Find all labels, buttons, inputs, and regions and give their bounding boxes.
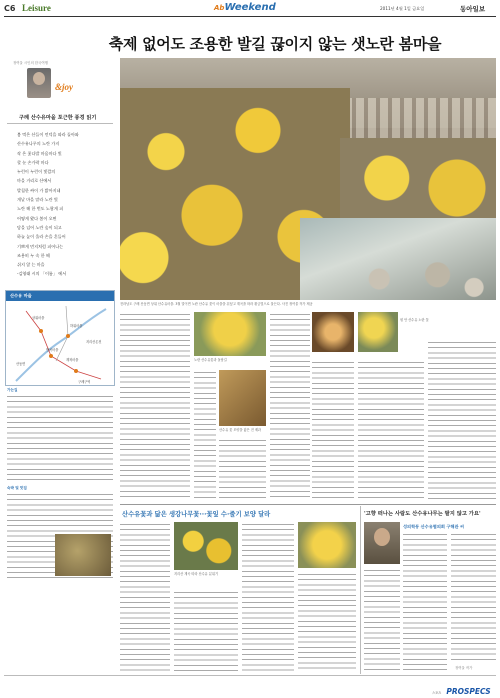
article-col-2b	[219, 438, 266, 500]
interview-photo	[364, 522, 400, 564]
inset-photo-2	[219, 370, 266, 426]
info-text	[7, 394, 113, 484]
section-1-col-4	[298, 572, 356, 672]
weekend-logo	[214, 2, 276, 13]
poem-line: 산수유나무의 노란 가지	[17, 141, 60, 147]
map-label: 하위마을	[70, 324, 83, 328]
portrait-face	[33, 72, 45, 85]
poem-line: 마을 거리로 산에서	[17, 178, 52, 184]
column-title: 구례 산수유마을 포근한 풍경 읽기	[19, 115, 97, 121]
section-1-photo	[174, 522, 238, 570]
map-pin-2	[66, 334, 70, 338]
inset-photo-1	[194, 312, 266, 356]
article-col-2-wrap	[194, 312, 266, 500]
author-portrait	[27, 68, 51, 98]
map-river	[16, 309, 106, 381]
map-pin-4	[74, 369, 78, 373]
map-label: 지리산온천	[86, 340, 102, 344]
left-column	[5, 58, 115, 626]
poem-line: 담을 넘어 노란 숲이 되고	[17, 224, 62, 230]
map-box	[5, 290, 115, 386]
left-inset-photo	[55, 534, 111, 576]
poem-line: 할 눈 손가락 마다	[17, 159, 49, 165]
poem-line: 쉬지 않 는 마을	[17, 262, 45, 268]
map-pin-1	[39, 329, 43, 333]
map-label: 구례구역	[78, 380, 91, 384]
poem-line: 어떻게 왔다 봄이 오면	[17, 215, 57, 221]
footer-rule	[4, 675, 496, 676]
inset-photo-3	[312, 312, 354, 352]
section-1-col-3	[242, 522, 294, 672]
weekend-logo-prefix: Ab	[214, 4, 225, 12]
info-title-2: 숙박 및 맛집	[7, 486, 27, 490]
inset-photo-4	[358, 312, 398, 352]
photo-rocks	[350, 258, 496, 300]
header	[0, 0, 500, 20]
brand-logo	[432, 679, 491, 696]
section-1-col-1	[120, 522, 170, 672]
column-badge: &joy	[55, 82, 73, 92]
map-title: 산수유 마을	[10, 293, 32, 298]
map-label: 산동면	[16, 362, 26, 366]
section-1-photo-2	[298, 522, 356, 568]
weekend-logo-word: Weekend	[224, 2, 276, 13]
headline: 축제 없어도 조용한 발길 끊이지 않는 샛노란 봄마을	[108, 35, 442, 53]
poem-line: 봄 먹은 산들이 언덕을 따라 돌아와	[17, 132, 79, 137]
poem-line: 개날 마을 말라 노란 빛	[17, 197, 58, 203]
section-2-title: '고향 떠나는 사람도 산수유나무는 팔지 않고 가요'	[364, 511, 481, 517]
poem-line: 기쁘게 먼지처럼 피어나는	[17, 243, 64, 249]
poem-line: -김영래 시의 「이름」 에서	[17, 271, 67, 277]
poem-line: 하늘 높이 올라 손을 흔들어	[17, 234, 66, 240]
map-title-bar	[6, 291, 114, 301]
map-label: 계척마을	[66, 358, 79, 362]
article-col-1	[120, 312, 190, 500]
section-divider	[360, 506, 361, 674]
brand-name: PROSPECS	[446, 687, 491, 696]
inset-caption-2: 산수유 꽃 모양을 닮은 전 제과	[219, 428, 262, 432]
interview-text-2	[451, 532, 496, 662]
column-title-rule	[7, 123, 113, 124]
poem	[17, 130, 109, 279]
section-1-title: 산수유꽃과 닮은 생강나무꽃···꽃잎 수·줄기 보양 달라	[122, 511, 271, 518]
section-rule	[120, 504, 496, 505]
main-photo	[120, 58, 496, 300]
newspaper-name: 동아일보	[460, 5, 486, 13]
article-col-6	[428, 340, 496, 500]
map-label: 상위마을	[32, 316, 45, 320]
poem-line: 조용히 누 속 한 해	[17, 252, 50, 258]
article-col-3	[270, 312, 310, 500]
info-title: 가는길	[7, 388, 18, 392]
poem-line: 작 은 꽃다발 마음마다 빛	[17, 150, 62, 156]
section-1-photo-caption: 지리산 계곡 따라 산수유 분위기	[174, 572, 219, 576]
article-col-2	[194, 370, 216, 500]
map-road-2	[56, 306, 68, 361]
photo-caption: 전라남도 구례 산동면 상위 산수유마을. 3월 말이면 노란 산수유 꽃이 마을을 뒤덮고 계곡을 따라 황금빛으로 물든다. 사진 정여울 작가 제공	[120, 302, 313, 306]
poem-lines	[17, 130, 109, 279]
section-1-col-2	[174, 590, 238, 672]
interviewee-face	[374, 528, 390, 546]
interview-text-1	[403, 532, 447, 672]
interview-title: 성의학동 산수유협의회 구해관 씨	[403, 524, 465, 529]
poem-line: 누런이 누런이 빛깔의	[17, 169, 56, 175]
footer-credit: 정여울 작가	[455, 666, 473, 670]
header-rule	[4, 16, 496, 17]
map-pin-3	[49, 354, 53, 358]
section-label: Leisure	[22, 3, 51, 13]
brand-prefix: 스포츠	[432, 691, 442, 695]
article-col-5	[358, 360, 424, 500]
map-label: 반곡마을	[46, 348, 59, 352]
poem-line: 노란 해 한 번도 노랗게 피	[17, 206, 64, 212]
inset-caption-3: 원 안 산수유 노란 꽃	[400, 318, 429, 322]
inset-caption-1: 노란 산수유꽃과 돌담길	[194, 358, 227, 362]
poem-line: 발칠한 싸이 가 밝아지네	[17, 187, 61, 193]
issue-date: 2011년 4월 1일 금요일	[380, 6, 425, 11]
interview-text-3	[364, 568, 400, 672]
page-number: C6	[4, 4, 16, 13]
column-tag: 정여울 시인의 한국여행	[13, 61, 48, 65]
article-col-4	[312, 360, 354, 500]
